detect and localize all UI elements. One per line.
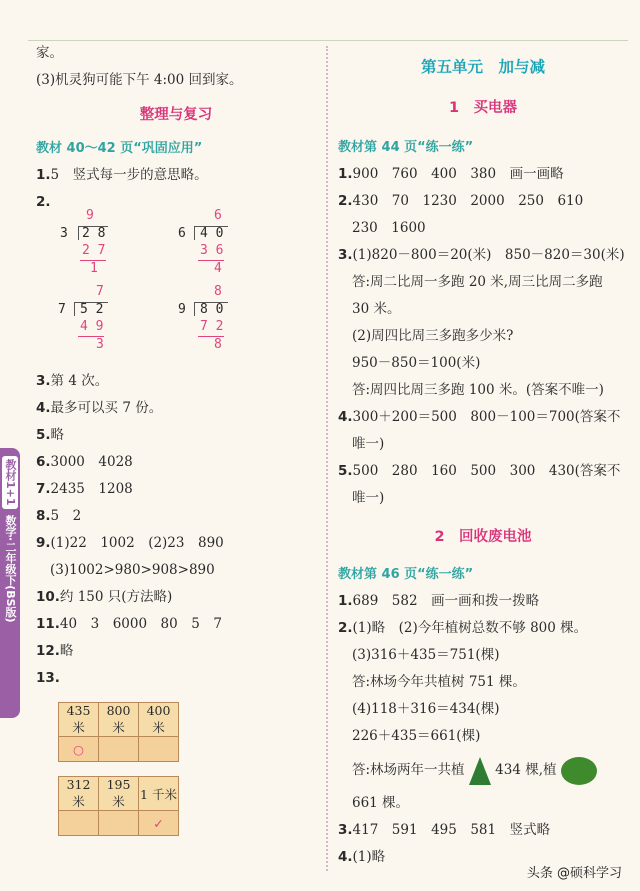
answer-item: 答:周四比周三多跑 100 米。(答案不唯一) [352,382,604,398]
textbook-ref: 教材 40～42 页“巩固应用” [36,141,203,156]
lesson-title: 1 买电器 [448,100,518,116]
watermark: 头条 @硕科学习 [526,866,622,881]
right-column [338,40,628,871]
answer-item: 答:林场两年一共植 434 棵,植 [338,750,628,790]
answer-item: 2. [36,194,51,210]
answer-item: 950－850＝100(米) [352,355,481,371]
answer-item: 1.5 竖式每一步的意思略。 [36,167,208,183]
answer-item: 1.900 760 400 380 画一画略 [338,166,564,182]
pine-tree-icon [469,757,491,785]
long-division: 6 6 4 0 3 6 4 [176,208,246,280]
text-line: (3)机灵狗可能下午 4:00 回到家。 [36,72,243,88]
answer-item: 5.略 [36,427,65,443]
answer-item: (3)1002>980>908>890 [50,562,215,578]
answer-item: 4.(1)略 [338,849,386,865]
long-division: 7 7 5 2 4 9 3 [56,284,126,356]
answer-item: 11.40 3 6000 80 5 7 [36,616,222,632]
textbook-ref: 教材第 44 页“练一练” [338,140,474,155]
subject-label: 数学·二年级下(BS版) [4,514,17,623]
answer-item: 5.500 280 160 500 300 430(答案不 [338,463,621,479]
left-column [36,40,316,836]
review-title: 整理与复习 [139,107,213,123]
table-cell: 1 千米 [139,777,179,811]
answer-item: 30 米。 [352,301,401,317]
table-cell [59,811,99,836]
book-sidebar-tab [0,448,20,718]
answer-item: 2.(1)略 (2)今年植树总数不够 800 棵。 [338,620,588,636]
answer-item: 3.第 4 次。 [36,373,109,389]
table-cell: 435 米 [59,703,99,737]
answer-item: 9.(1)22 1002 (2)23 890 [36,535,224,551]
broadleaf-tree-icon [561,757,597,785]
textbook-ref: 教材第 46 页“练一练” [338,567,474,582]
circle-mark: ○ [59,737,99,762]
answer-item: 唯一) [352,490,385,506]
unit-title: 第五单元 加与减 [420,58,545,76]
answer-item: 661 棵。 [352,795,410,811]
table-cell: 400 米 [139,703,179,737]
table-cell: 312 米 [59,777,99,811]
answer-item: 226＋435＝661(棵) [352,728,481,744]
answer-item: 4.最多可以买 7 份。 [36,400,163,416]
table-cell [139,737,179,762]
table-cell: 195 米 [99,777,139,811]
long-division-group [36,208,316,368]
answer-item: 4.300＋200＝500 800－100＝700(答案不 [338,409,621,425]
answer-item: 3.(1)820－800＝20(米) 850－820＝30(米) [338,247,625,263]
text-line: 家。 [36,45,63,61]
table-cell [99,811,139,836]
answer-item: 7.2435 1208 [36,481,133,497]
answer-item: 6.3000 4028 [36,454,133,470]
distance-table-1 [58,702,179,762]
answer-item: (2)周四比周三多跑多少米? [352,328,514,344]
table-cell [99,737,139,762]
answer-item: 答:周二比周一多跑 20 米,周三比周二多跑 [352,274,603,290]
answer-item: (3)316＋435＝751(棵) [352,647,500,663]
answer-item: 1.689 582 画一画和拨一拨略 [338,593,540,609]
lesson-title: 2 回收废电池 [434,529,532,545]
answer-item: 3.417 591 495 581 竖式略 [338,822,551,838]
answer-item: (4)118＋316＝434(棵) [352,701,500,717]
check-mark: ✓ [139,811,179,836]
book-label: 教材1+1 [2,456,18,509]
distance-table-2 [58,776,179,836]
table-cell: 800 米 [99,703,139,737]
answer-item: 答:林场今年共植树 751 棵。 [352,674,526,690]
answer-item: 2.430 70 1230 2000 250 610 [338,193,584,209]
long-division: 9 3 2 8 2 7 1 [56,208,126,280]
answer-item: 10.约 150 只(方法略) [36,589,173,605]
answer-item: 12.略 [36,643,74,659]
answer-item: 8.5 2 [36,508,82,524]
column-divider [326,46,328,871]
answer-item: 唯一) [352,436,385,452]
long-division: 8 9 8 0 7 2 8 [176,284,246,356]
answer-item: 230 1600 [352,220,426,236]
answer-item: 13. [36,670,60,686]
